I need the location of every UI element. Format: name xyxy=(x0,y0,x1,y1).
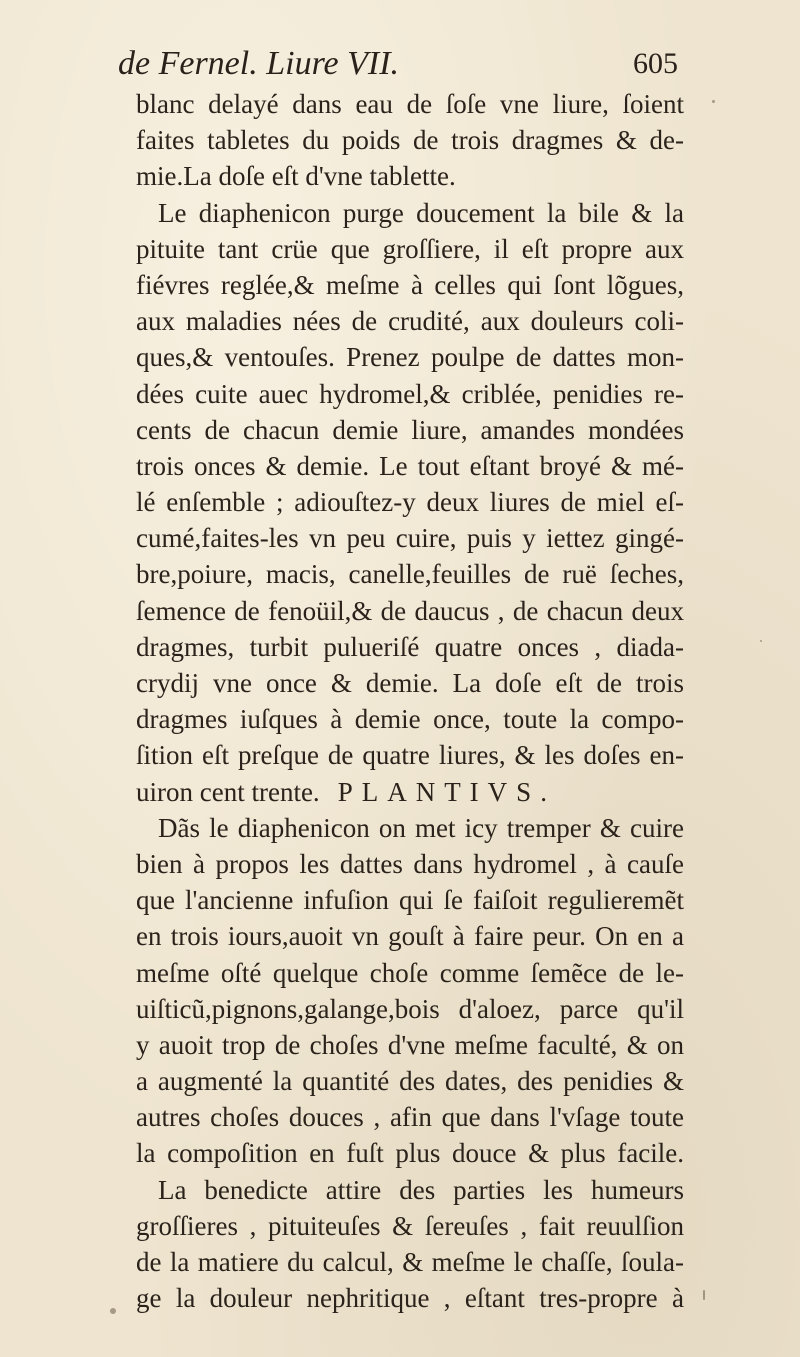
text-line: bre,poiure, macis, canelle,feuilles de ruë ſeches, xyxy=(136,559,684,590)
page-header xyxy=(118,42,678,86)
text-line: meſme oſté quelque choſe comme ſemẽce de le- xyxy=(136,957,684,988)
text-line: a augmenté la quantité des dates, des penidies & xyxy=(136,1066,684,1097)
text-line: cumé,faites-les vn peu cuire, puis y iettez gingé- xyxy=(136,523,684,554)
text-line: que l'ancienne infuſion qui ſe faiſoit regulieremẽt xyxy=(136,885,684,916)
text-line: ſemence de fenoüil,& de daucus , de chacun deux xyxy=(136,595,684,626)
text-line: bien à propos les dattes dans hydromel , à cauſe xyxy=(136,848,684,879)
text-line: trois onces & demie. Le tout eſtant broyé & mé- xyxy=(136,450,684,481)
paper-speck xyxy=(760,640,762,642)
body-text xyxy=(136,86,684,1316)
text-line: dées cuite auec hydromel,& criblée, penidies re- xyxy=(136,378,684,409)
text-line: Le diaphenicon purge doucement la bile & la xyxy=(158,197,684,228)
page-number: 605 xyxy=(633,47,678,80)
text-line: groſſieres , pituiteuſes & ſereuſes , fait reuulſion xyxy=(136,1210,684,1241)
paper-speck xyxy=(712,100,715,103)
text-line: uiſticũ,pignons,galange,bois d'aloez, parce qu'il xyxy=(136,993,684,1024)
text-line: fiévres reglée,& meſme à celles qui ſont lõgues, xyxy=(136,269,684,300)
text-line: en trois iours,auoit vn gouſt à faire peur. On en a xyxy=(136,921,684,952)
text-line: La benedicte attire des parties les humeurs xyxy=(158,1174,684,1205)
text-line: cents de chacun demie liure, amandes mondées xyxy=(136,414,684,445)
text-line: dragmes, turbit pulueriſé quatre onces , diada- xyxy=(136,631,684,662)
text-line: aux maladies nées de crudité, aux douleurs coli- xyxy=(136,306,684,337)
text-line: crydij vne once & demie. La doſe eſt de trois xyxy=(136,668,684,698)
paper-speck xyxy=(110,1308,116,1314)
text-line: lé enſemble ; adiouſtez-y deux liures de miel eſ- xyxy=(136,487,684,518)
text-line: Dãs le diaphenicon on met icy tremper & cuire xyxy=(158,812,684,843)
text-line: mie.La doſe eſt d'vne tablette. xyxy=(136,161,456,192)
running-title: de Fernel. Liure VII. xyxy=(118,45,400,82)
text-line: ſition eſt preſque de quatre liures, & les doſes en- xyxy=(136,740,684,771)
section-heading: PLANTIVS. xyxy=(337,776,556,807)
text-line xyxy=(136,774,684,810)
text-line: ques,& ventouſes. Prenez poulpe de dattes mon- xyxy=(136,342,684,373)
paper-speck xyxy=(703,1290,705,1300)
text-line: blanc delayé dans eau de ſoſe vne liure, ſoient xyxy=(136,89,684,119)
text-line: de la matiere du calcul, & meſme le chaſſe, ſoula- xyxy=(136,1247,684,1277)
text-line: y auoit trop de choſes d'vne meſme faculté, & on xyxy=(136,1029,684,1060)
text-line: autres choſes douces , afin que dans l'vſage toute xyxy=(136,1102,684,1133)
text-line: pituite tant crüe que groſſiere, il eſt propre aux xyxy=(136,233,684,264)
text-line: faites tabletes du poids de trois dragmes & de- xyxy=(136,125,684,156)
text-line: dragmes iuſques à demie once, toute la compo- xyxy=(136,704,684,735)
text-line: ge la douleur nephritique , eſtant tres-propre à xyxy=(136,1283,684,1314)
text-line: la compoſition en fuſt plus douce & plus facile. xyxy=(136,1138,684,1169)
line-text: uiron cent trente. xyxy=(136,776,320,807)
